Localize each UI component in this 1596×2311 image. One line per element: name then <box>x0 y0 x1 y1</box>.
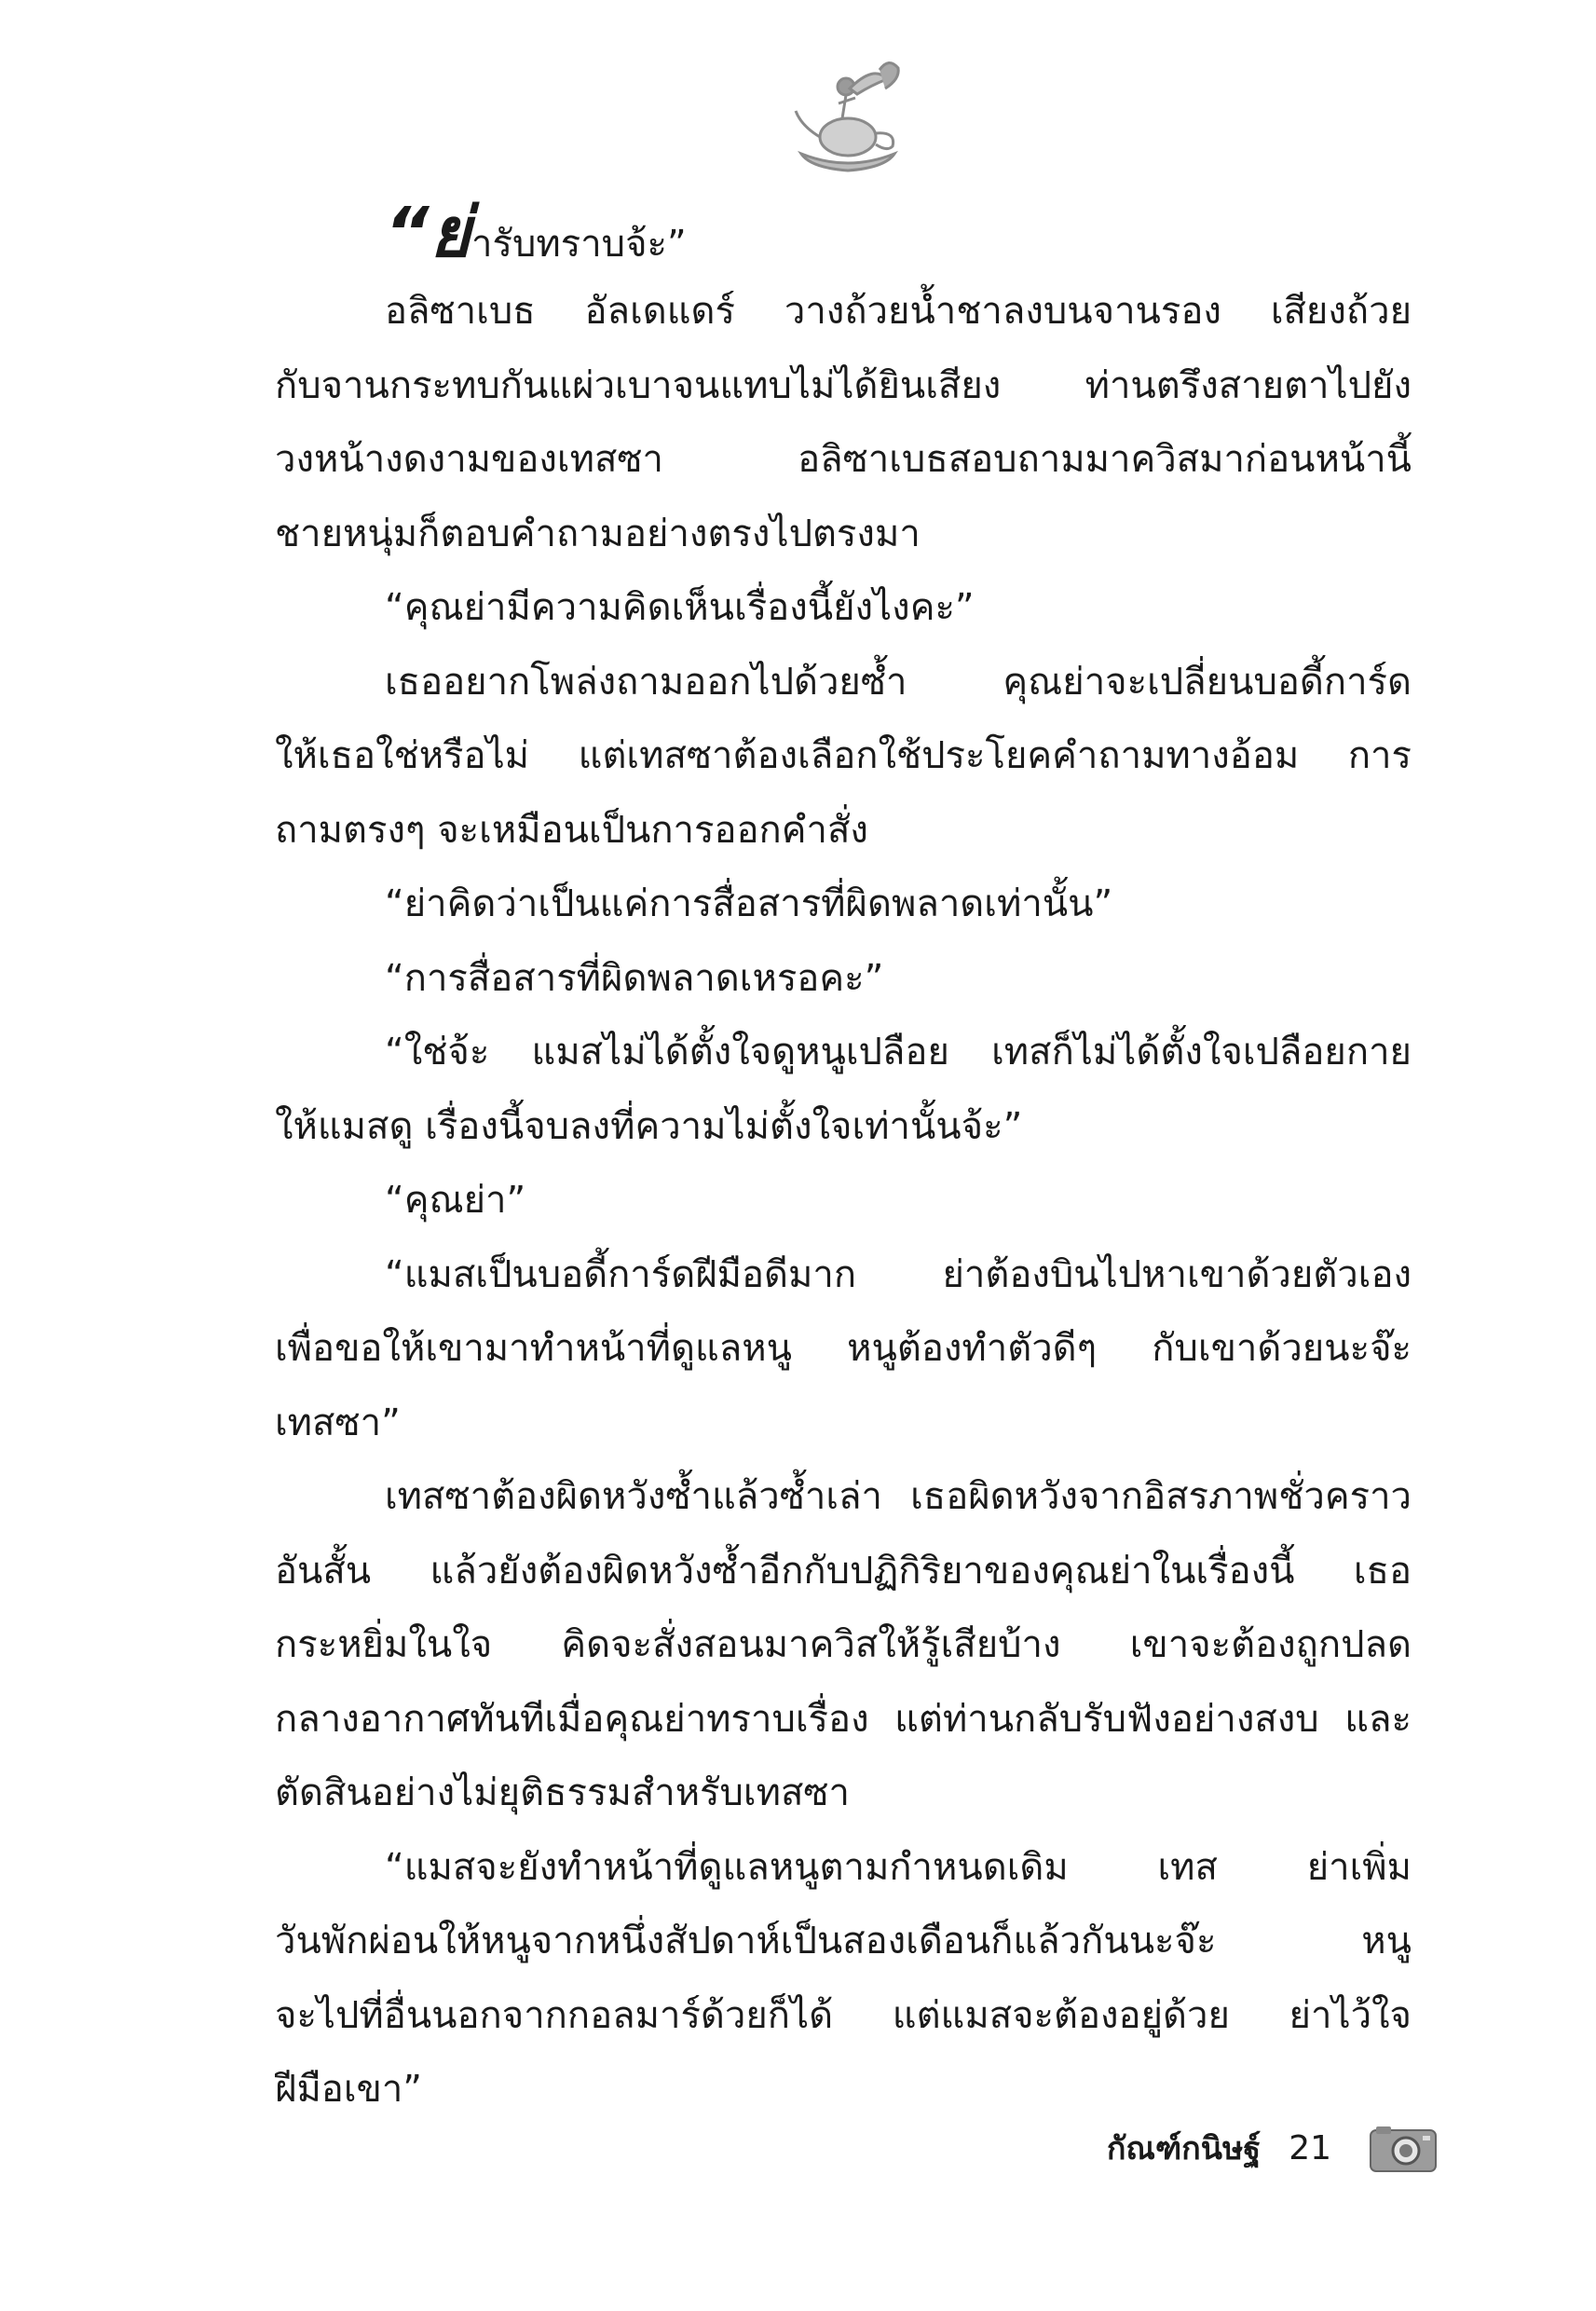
text-line: “ย่าคิดว่าเป็นแค่การสื่อสารที่ผิดพลาดเท่านั้น” <box>385 882 1113 925</box>
body-text <box>275 191 1412 2127</box>
book-title: กัณฑ์กนิษฐ์ <box>1106 2130 1262 2167</box>
text-line: ให้แมสดู เรื่องนี้จบลงที่ความไม่ตั้งใจเท่านั้นจ้ะ” <box>275 1104 1023 1148</box>
dropcap: “ย่ <box>385 193 472 273</box>
page-footer <box>1107 2120 1438 2176</box>
text-line: วงหน้างดงามของเทสซา อลิซาเบธสอบถามมาควิสมาก่อนหน้านี้ <box>275 438 1412 481</box>
teapot-fairy-ornament <box>783 51 913 182</box>
text-line: จะไปที่อื่นนอกจากกอลมาร์ด้วยก็ได้ แต่แมสจะต้องอยู่ด้วย ย่าไว้ใจ <box>275 1993 1412 2037</box>
text-line: ตัดสินอย่างไม่ยุติธรรมสำหรับเทสซา <box>275 1771 850 1814</box>
text-line: ถามตรงๆ จะเหมือนเป็นการออกคำสั่ง <box>275 808 868 852</box>
text-line: เทสซาต้องผิดหวังซ้ำแล้วซ้ำเล่า เธอผิดหวังจากอิสรภาพชั่วคราว <box>385 1475 1412 1518</box>
camera-icon <box>1369 2123 1438 2173</box>
text-line: เทสซา” <box>275 1401 401 1444</box>
text-line: ชายหนุ่มก็ตอบคำถามอย่างตรงไปตรงมา <box>275 512 921 555</box>
text-line: “คุณย่ามีความคิดเห็นเรื่องนี้ยังไงคะ” <box>385 586 975 629</box>
text-line: “แมสเป็นบอดี้การ์ดฝีมือดีมาก ย่าต้องบินไปหาเขาด้วยตัวเอง <box>385 1252 1412 1296</box>
text-line: “แมสจะยังทำหน้าที่ดูแลหนูตามกำหนดเดิม เทส ย่าเพิ่ม <box>385 1845 1412 1889</box>
text-line: เธออยากโพล่งถามออกไปด้วยซ้ำ คุณย่าจะเปลี่ยนบอดี้การ์ด <box>385 660 1412 704</box>
text-line: กลางอากาศทันทีเมื่อคุณย่าทราบเรื่อง แต่ท่านกลับรับฟังอย่างสงบ และ <box>275 1697 1412 1741</box>
text-line: อลิซาเบธ อัลเดแดร์ วางถ้วยน้ำชาลงบนจานรอง เสียงถ้วย <box>385 290 1412 333</box>
text-line: ฝีมือเขา” <box>275 2068 423 2111</box>
text-line: วันพักผ่อนให้หนูจากหนึ่งสัปดาห์เป็นสองเดือนก็แล้วกันนะจ๊ะ หนู <box>275 1920 1412 1962</box>
page-number: 21 <box>1289 2128 1331 2167</box>
text-line: “การสื่อสารที่ผิดพลาดเหรอคะ” <box>385 956 884 1000</box>
opening-text: ารับทราบจ้ะ” <box>471 223 687 266</box>
paragraph-lines <box>275 275 1412 2127</box>
text-line: กระหยิ่มในใจ คิดจะสั่งสอนมาควิสให้รู้เสียบ้าง เขาจะต้องถูกปลด <box>275 1623 1412 1666</box>
opening-line <box>275 191 1412 275</box>
text-line: อันสั้น แล้วยังต้องผิดหวังซ้ำอีกกับปฏิกิริยาของคุณย่าในเรื่องนี้ เธอ <box>275 1549 1412 1593</box>
text-line: เพื่อขอให้เขามาทำหน้าที่ดูแลหนู หนูต้องทำตัวดีๆ กับเขาด้วยนะจ๊ะ <box>275 1327 1412 1370</box>
text-line: “คุณย่า” <box>385 1179 526 1222</box>
text-line: ให้เธอใช่หรือไม่ แต่เทสซาต้องเลือกใช้ประโยคคำถามทางอ้อม การ <box>275 734 1412 777</box>
text-line: กับจานกระทบกันแผ่วเบาจนแทบไม่ได้ยินเสียง ท่านตรึงสายตาไปยัง <box>275 363 1412 407</box>
text-line: “ใช่จ้ะ แมสไม่ได้ตั้งใจดูหนูเปลือย เทสก็ไม่ได้ตั้งใจเปลือยกาย <box>385 1031 1412 1073</box>
